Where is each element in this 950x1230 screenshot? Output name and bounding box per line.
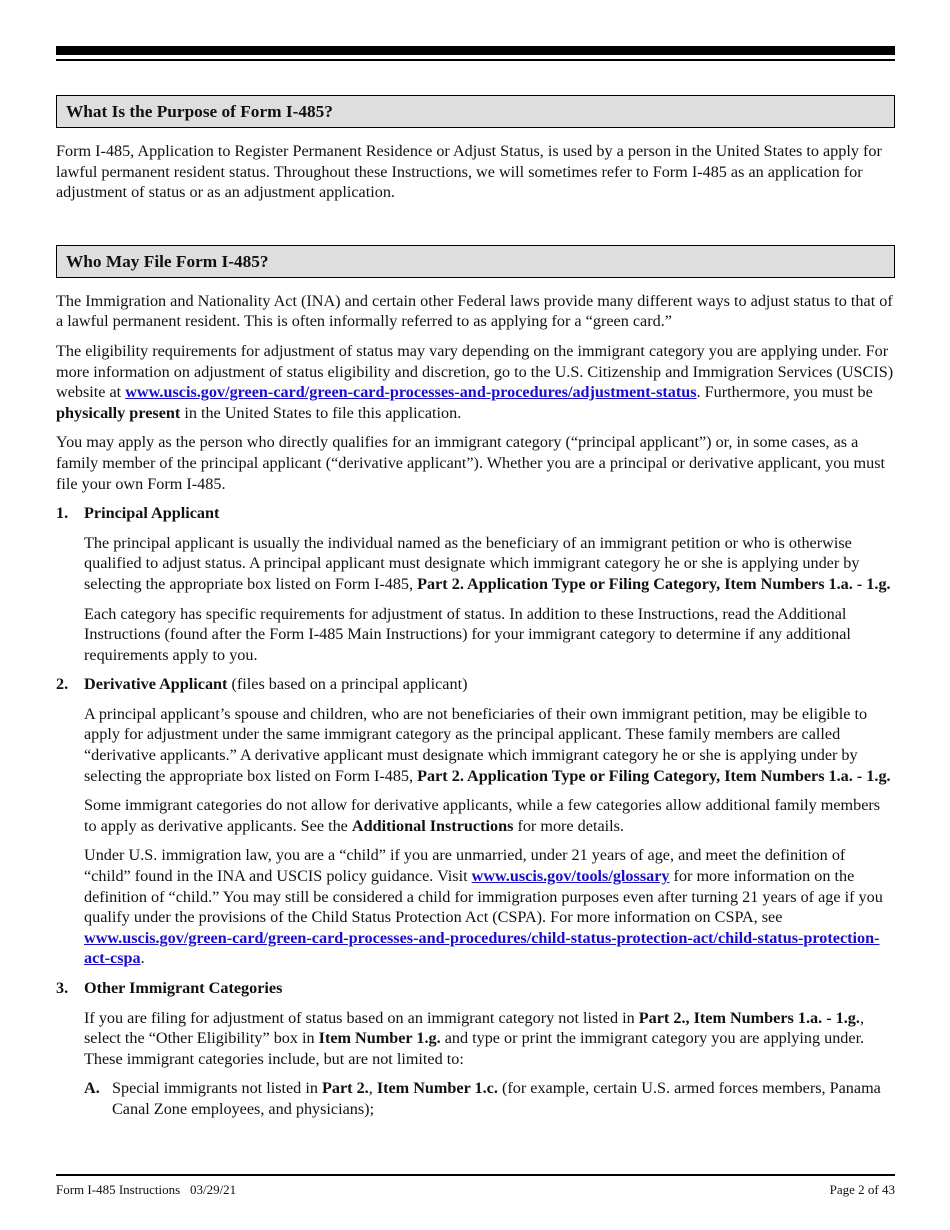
document-page	[56, 46, 895, 1120]
page-footer	[56, 1182, 895, 1198]
other-categories-paragraph: If you are filing for adjustment of status based on an immigrant category not listed in Part 2., Item Numbers 1.a. - 1.g., select the “Other Eligibility” box in Item Number 1.g. and type or print the immigrant category you are applying under. These immigrant categories include, but are not limited to:	[84, 1008, 865, 1068]
who-may-file-paragraph-3: You may apply as the person who directly qualifies for an immigrant category (“principal applicant”) or, in some cases, as a family member of the principal applicant (“derivative applicant”). Whether you are a principal or derivative applicant, you must file your own Form I-485.	[56, 433, 885, 493]
footer-page-number: Page 2 of 43	[829, 1182, 895, 1197]
who-may-file-paragraph-2: The eligibility requirements for adjustment of status may vary depending on the immigrant category you are applying under. For more information on adjustment of status eligibility and discretion, go to the U.S. Citizenship and Immigration Services (USCIS) website at www.uscis.gov/green-card/green-card-processes-and-procedures/adjustment-status. Furthermore, you must be physically present in the United States to file this application.	[56, 341, 894, 422]
glossary-link[interactable]: www.uscis.gov/tools/glossary	[471, 867, 670, 886]
sub-item-text: Special immigrants not listed in Part 2., Item Number 1.c. (for example, certain U.S. armed forces members, Panama Canal Zone employees, and physicians);	[112, 1079, 881, 1118]
section-header-purpose: What Is the Purpose of Form I-485?	[56, 95, 895, 128]
item-principal-applicant	[56, 503, 895, 665]
sub-item-a	[84, 1078, 895, 1119]
footer-form-info: Form I-485 Instructions 03/29/21	[56, 1182, 237, 1197]
adjustment-status-link[interactable]: www.uscis.gov/green-card/green-card-processes-and-procedures/adjustment-status	[125, 383, 697, 402]
item-title: Derivative Applicant (files based on a principal applicant)	[84, 675, 468, 694]
section-header-who-may-file: Who May File Form I-485?	[56, 245, 895, 278]
item-title: Other Immigrant Categories	[84, 979, 283, 997]
footer-rule	[56, 1174, 895, 1176]
principal-paragraph-1: The principal applicant is usually the individual named as the beneficiary of an immigrant petition or who is otherwise qualified to adjust status. A principal applicant must designate which immigrant category he or she is applying under by selecting the appropriate box listed on Form I-485, Part 2. Application Type or Filing Category, Item Numbers 1.a. - 1.g.	[84, 533, 891, 593]
who-may-file-paragraph-1: The Immigration and Nationality Act (INA) and certain other Federal laws provide many different ways to adjust status to that of a lawful permanent resident. This is often informally referred to as applying for a “green card.”	[56, 291, 893, 331]
derivative-paragraph-1: A principal applicant’s spouse and children, who are not beneficiaries of their own immigrant petition, may be eligible to apply for adjustment under the same immigrant category as the principal applicant. These family members are called “derivative applicants.” A derivative applicant must designate which immigrant category he or she is applying under by selecting the appropriate box listed on Form I-485, Part 2. Application Type or Filing Category, Item Numbers 1.a. - 1.g.	[84, 704, 891, 785]
item-number: 2.	[56, 675, 69, 694]
sub-item-letter: A.	[84, 1079, 100, 1098]
principal-paragraph-2: Each category has specific requirements for adjustment of status. In addition to these Instructions, read the Additional Instructions (found after the Form I-485 Main Instructions) for your immigrant category to determine if any additional requirements apply to you.	[84, 604, 851, 664]
cspa-link[interactable]: www.uscis.gov/green-card/green-card-processes-and-procedures/child-status-protection-act/child-status-protection-act-cspa	[84, 928, 880, 968]
top-thick-rule	[56, 46, 895, 55]
item-title: Principal Applicant	[84, 504, 220, 523]
top-thin-rule	[56, 59, 895, 61]
derivative-paragraph-3: Under U.S. immigration law, you are a “child” if you are unmarried, under 21 years of age, and meet the definition of “child” found in the INA and USCIS policy guidance. Visit www.uscis.gov/tools/glossary for more information on the definition of “child.” You may still be considered a child for immigration purposes even after turning 21 years of age if you qualify under the provisions of the Child Status Protection Act (CSPA). For more information on CSPA, see www.uscis.gov/green-card/green-card-processes-and-procedures/child-status-protection-act/child-status-protection-act-cspa.	[84, 846, 883, 968]
purpose-paragraph: Form I-485, Application to Register Permanent Residence or Adjust Status, is used by a person in the United States to apply for lawful permanent resident status. Throughout these Instructions, we will sometimes refer to Form I-485 as an application for adjustment of status or as an adjustment application.	[56, 142, 882, 202]
item-other-immigrant-categories	[56, 978, 895, 1069]
derivative-paragraph-2: Some immigrant categories do not allow for derivative applicants, while a few categories allow additional family members to apply as derivative applicants. See the Additional Instructions for more details.	[84, 796, 881, 835]
item-number: 3.	[56, 979, 69, 997]
item-derivative-applicant	[56, 674, 895, 969]
item-number: 1.	[56, 504, 69, 523]
